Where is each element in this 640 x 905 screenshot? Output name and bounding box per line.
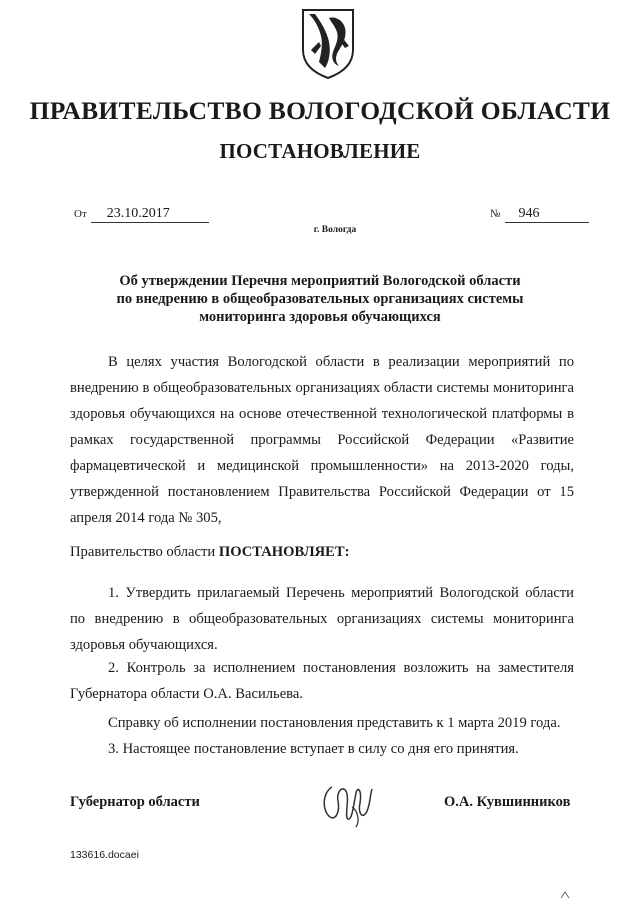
scan-mark-icon <box>560 891 570 899</box>
number-field <box>490 206 589 223</box>
handwritten-signature-icon <box>318 777 378 829</box>
date-field <box>74 206 209 223</box>
item-2-paragraph: 2. Контроль за исполнением постановления возложить на заместителя Губернатора области О.А. Васильева. <box>70 660 574 702</box>
document-type: ПОСТАНОВЛЕНИЕ <box>219 139 421 163</box>
signatory-position: Губернатор области <box>70 794 200 810</box>
preamble-paragraph: В целях участия Вологодской области в реализации мероприятий по внедрению в общеобразовательных организациях области системы мониторинга здоровья обучающихся на основе отечественной технологической платформы в рамках государственной программы Российской Федерации «Развитие фармацевтической и медицинской промышленности» на 2013-2020 годы, утвержденной постановлением Правительства Российской Федерации от 15 апреля 2014 года № 305, <box>70 354 574 526</box>
date-value: 23.10.2017 <box>91 206 209 223</box>
number-label: № <box>490 208 501 220</box>
number-value: 946 <box>505 206 589 223</box>
vologda-coat-of-arms-icon <box>299 6 357 80</box>
signatory-name: О.А. Кувшинников <box>444 794 571 810</box>
item-1-paragraph: 1. Утвердить прилагаемый Перечень мероприятий Вологодской области по внедрению в общеобразовательных организациях системы мониторинга здоровья обучающихся. <box>70 585 574 653</box>
document-id: 133616.docaei <box>70 849 139 861</box>
resolves-keyword: ПОСТАНОВЛЯЕТ: <box>218 544 350 560</box>
title-line: по внедрению в общеобразовательных организациях системы <box>116 291 524 307</box>
date-label: От <box>74 208 87 220</box>
city: г. Вологда <box>313 225 357 235</box>
title-line: Об утверждении Перечня мероприятий Вологодской области <box>119 273 521 289</box>
item-3-paragraph: 3. Настоящее постановление вступает в силу со дня его принятия. <box>108 741 519 757</box>
resolves-prefix: Правительство области <box>70 544 219 560</box>
government-title: ПРАВИТЕЛЬСТВО ВОЛОГОДСКОЙ ОБЛАСТИ <box>29 96 611 125</box>
resolves-paragraph <box>70 539 574 565</box>
item-2-note-paragraph: Справку об исполнении постановления представить к 1 марта 2019 года. <box>108 715 561 731</box>
title-line: мониторинга здоровья обучающихся <box>199 309 441 325</box>
document-title <box>80 272 560 326</box>
